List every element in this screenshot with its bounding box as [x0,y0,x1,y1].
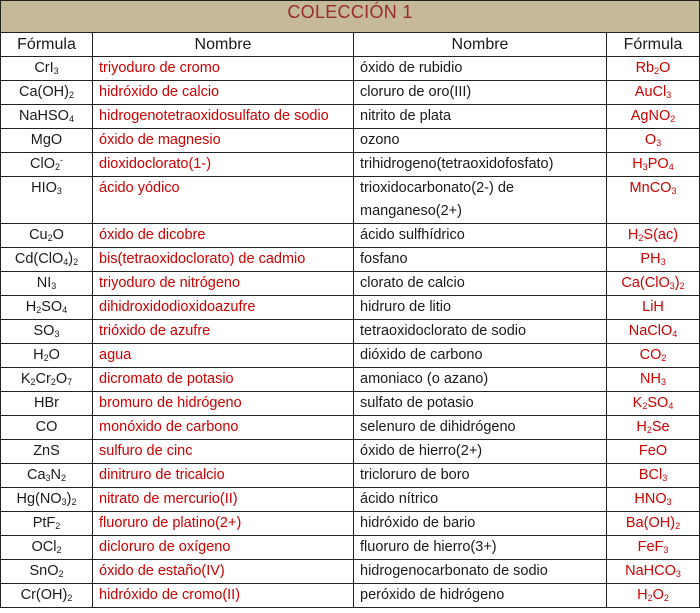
table-row [1,248,700,272]
given-formula: $Cd(ClO_4)_2$ [1,248,93,272]
answer-formula: $HNO_3$ [607,488,700,512]
given-name: óxido de hierro(2+) [354,440,607,464]
answer-name: dicromato de potasio [93,368,354,392]
table-row [1,512,700,536]
answer-formula: BCl$_3$ [607,464,700,488]
table-row [1,296,700,320]
given-name: tetraoxidoclorato de sodio [354,320,607,344]
table-row [1,129,700,153]
table-row [1,416,700,440]
given-formula: $Cr(OH)_2$ [1,584,93,608]
answer-formula: FeF$_3$ [607,536,700,560]
table-row [1,344,700,368]
answer-formula: MnCO$_3$ [607,177,700,224]
answer-formula: $H_2Se$ [607,416,700,440]
answer-name: óxido de estaño(IV) [93,560,354,584]
answer-formula: LiH [607,296,700,320]
table-row [1,81,700,105]
answer-formula: $K_2SO_4$ [607,392,700,416]
answer-formula: AgNO$_2$ [607,105,700,129]
given-formula: $Hg(NO_3)_2$ [1,488,93,512]
answer-name: dinitruro de tricalcio [93,464,354,488]
answer-name: dicloruro de oxígeno [93,536,354,560]
table-row [1,464,700,488]
given-formula: ZnS [1,440,93,464]
answer-name: ácido yódico [93,177,354,224]
answer-name: triyoduro de nitrógeno [93,272,354,296]
given-formula: SnO$_2$ [1,560,93,584]
given-formula: HBr [1,392,93,416]
answer-name: triyoduro de cromo [93,57,354,81]
answer-formula: $Ba(OH)_2$ [607,512,700,536]
table-row [1,392,700,416]
given-name: fluoruro de hierro(3+) [354,536,607,560]
answer-formula: $Ca(ClO_3)_2$ [607,272,700,296]
table-title: COLECCIÓN 1 [1,1,700,33]
given-name: ácido nítrico [354,488,607,512]
given-name: selenuro de dihidrógeno [354,416,607,440]
answer-name: agua [93,344,354,368]
answer-formula: $Rb_2O$ [607,57,700,81]
table-row [1,272,700,296]
answer-name: hidróxido de calcio [93,81,354,105]
given-name: sulfato de potasio [354,392,607,416]
answer-name: óxido de dicobre [93,224,354,248]
given-name: ozono [354,129,607,153]
table-row [1,224,700,248]
given-formula: $NI_3$ [1,272,93,296]
given-formula: NaHSO$_4$ [1,105,93,129]
given-formula: CrI$_3$ [1,57,93,81]
table-row [1,368,700,392]
given-name: hidróxido de bario [354,512,607,536]
table-row [1,440,700,464]
given-name: clorato de calcio [354,272,607,296]
answer-formula: $H_2S(ac)$ [607,224,700,248]
given-formula: $K_2Cr_2O_7$ [1,368,93,392]
answer-name: nitrato de mercurio(II) [93,488,354,512]
answer-formula: NaHCO$_3$ [607,560,700,584]
table-row [1,488,700,512]
answer-formula: $PH_3$ [607,248,700,272]
given-formula: $Ca(OH)_2$ [1,81,93,105]
answer-formula: FeO [607,440,700,464]
title-row [1,1,700,33]
answer-name: sulfuro de cinc [93,440,354,464]
table-row [1,105,700,129]
given-formula: $Cu_2O$ [1,224,93,248]
given-name: amoniaco (o azano) [354,368,607,392]
table-row [1,560,700,584]
given-formula: PtF$_2$ [1,512,93,536]
answer-name: monóxido de carbono [93,416,354,440]
table-row [1,536,700,560]
given-name: dióxido de carbono [354,344,607,368]
answer-name: trióxido de azufre [93,320,354,344]
answer-formula: $CO_2$ [607,344,700,368]
given-name: trioxidocarbonato(2-) de manganeso(2+) [354,177,607,224]
given-name: hidrogenocarbonato de sodio [354,560,607,584]
table-row [1,57,700,81]
answer-name: fluoruro de platino(2+) [93,512,354,536]
table-row [1,177,700,224]
given-formula: $SO_3$ [1,320,93,344]
given-name: peróxido de hidrógeno [354,584,607,608]
given-formula: ClO$_2$- [1,153,93,177]
given-name: ácido sulfhídrico [354,224,607,248]
header-row [1,33,700,57]
header-formula-left: Fórmula [1,33,93,57]
given-formula: $Ca_3N_2$ [1,464,93,488]
answer-formula: $NH_3$ [607,368,700,392]
answer-formula: $H_2O_2$ [607,584,700,608]
given-name: hidruro de litio [354,296,607,320]
given-formula: CO [1,416,93,440]
table-row [1,320,700,344]
answer-formula: AuCl$_3$ [607,81,700,105]
given-formula: $HIO_3$ [1,177,93,224]
answer-name: dihidroxidodioxidoazufre [93,296,354,320]
answer-name: bis(tetraoxidoclorato) de cadmio [93,248,354,272]
given-formula: $H_2O$ [1,344,93,368]
answer-name: óxido de magnesio [93,129,354,153]
answer-name: hidróxido de cromo(II) [93,584,354,608]
given-name: óxido de rubidio [354,57,607,81]
table-row [1,584,700,608]
given-name: cloruro de oro(III) [354,81,607,105]
header-name-left: Nombre [93,33,354,57]
answer-formula: $H_3PO_4$ [607,153,700,177]
header-name-right: Nombre [354,33,607,57]
given-formula: OCl$_2$ [1,536,93,560]
answer-formula: $O_3$ [607,129,700,153]
answer-name: hidrogenotetraoxidosulfato de sodio [93,105,354,129]
answer-name: dioxidoclorato(1-) [93,153,354,177]
given-name: tricloruro de boro [354,464,607,488]
given-name: fosfano [354,248,607,272]
table-row [1,153,700,177]
header-formula-right: Fórmula [607,33,700,57]
answer-name: bromuro de hidrógeno [93,392,354,416]
given-formula: $H_2SO_4$ [1,296,93,320]
given-name: trihidrogeno(tetraoxidofosfato) [354,153,607,177]
table-body [1,57,700,608]
given-name: nitrito de plata [354,105,607,129]
given-formula: MgO [1,129,93,153]
answer-formula: NaClO$_4$ [607,320,700,344]
